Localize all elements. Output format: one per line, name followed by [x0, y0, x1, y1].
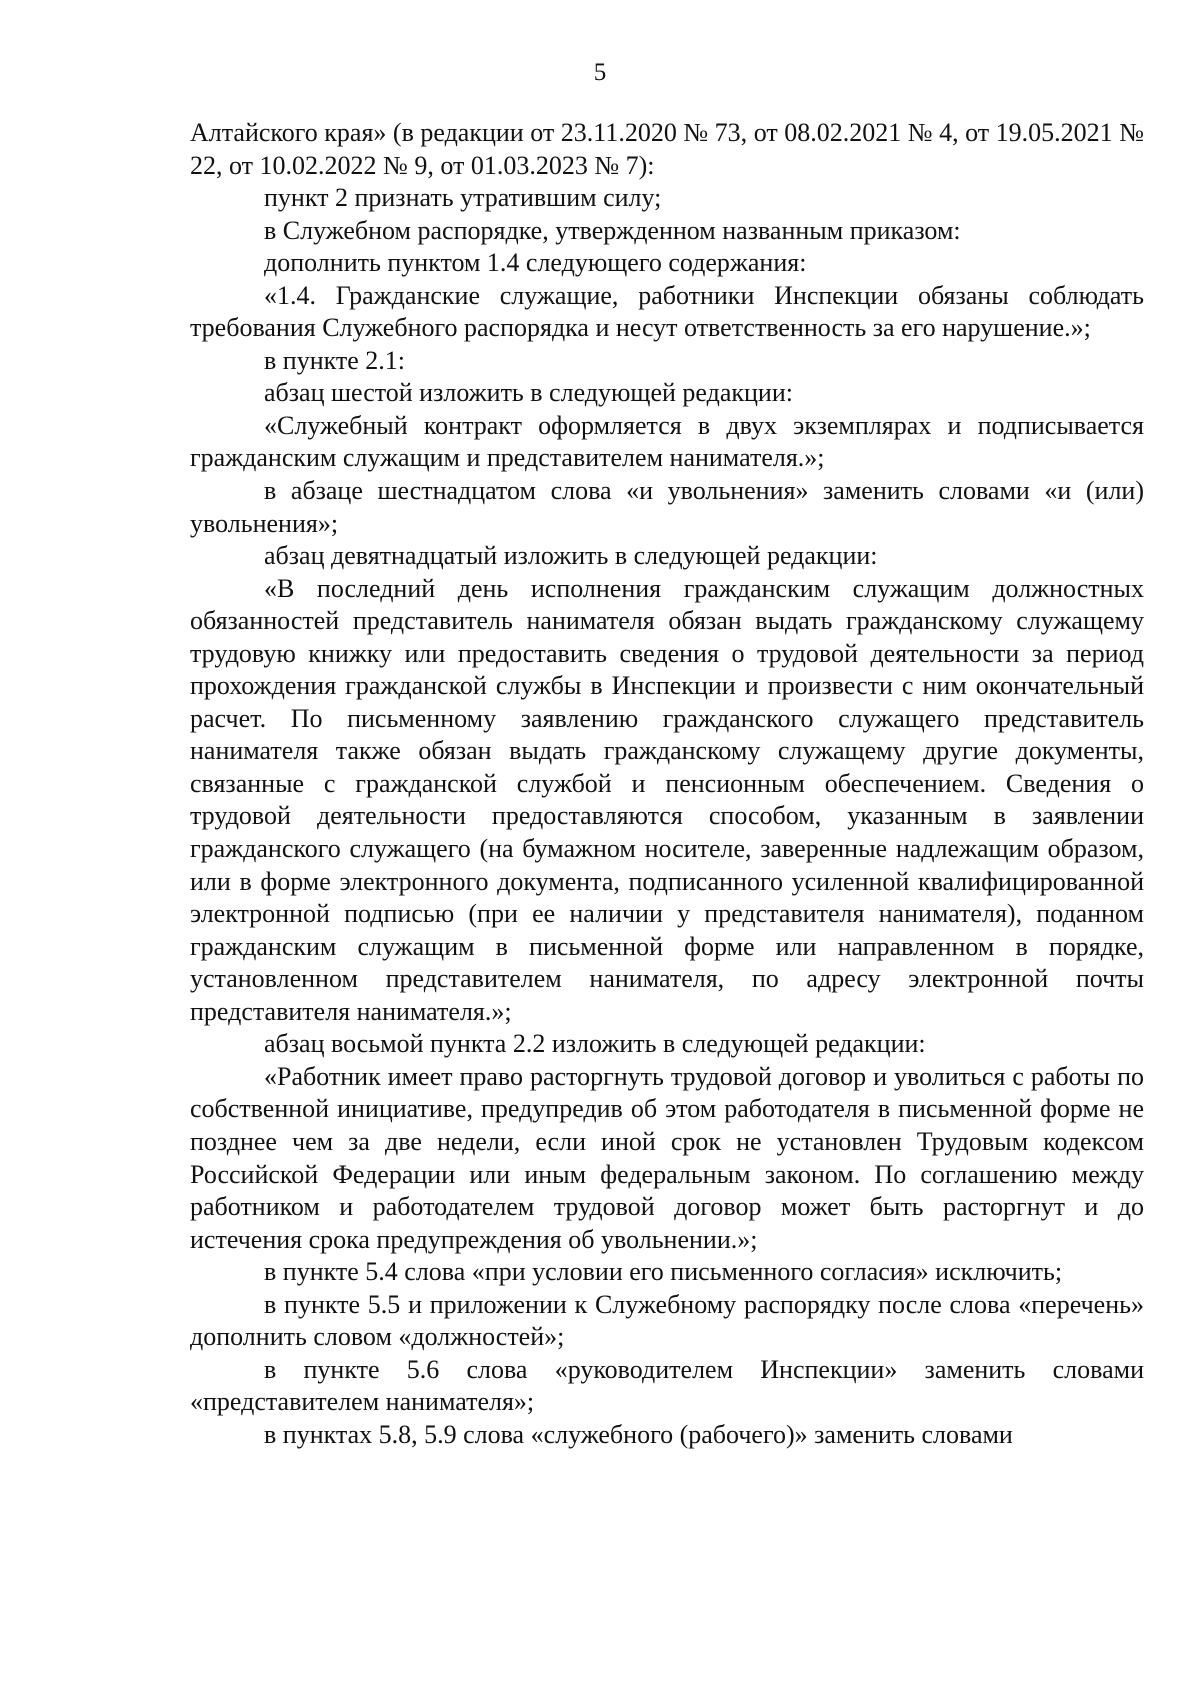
paragraph: в пункте 5.4 слова «при условии его письменного согласия» исключить;	[264, 1257, 1063, 1287]
paragraph: в пункте 5.5 и приложении к Служебному распорядку после слова «перечень» дополнить словом «должностей»;	[190, 1289, 1144, 1352]
paragraph: в пунктах 5.8, 5.9 слова «служебного (рабочего)» заменить словами	[264, 1419, 1013, 1449]
paragraph: Алтайского края» (в редакции от 23.11.2020 № 73, от 08.02.2021 № 4, от 19.05.2021 № 22, от 10.02.2022 № 9, от 01.03.2023 № 7):	[190, 118, 1144, 180]
paragraph: пункт 2 признать утратившим силу;	[264, 183, 662, 213]
document-body	[190, 117, 1144, 1451]
page-number: 5	[593, 59, 607, 86]
paragraph: в Служебном распорядке, утвержденном названным приказом:	[264, 215, 961, 245]
paragraph: в пункте 5.6 слова «руководителем Инспекции» заменить словами «представителем нанимателя»;	[190, 1354, 1144, 1417]
paragraph: «1.4. Гражданские служащие, работники Инспекции обязаны соблюдать требования Служебного распорядка и несут ответственность за его нарушение.»;	[190, 280, 1144, 343]
paragraph: абзац восьмой пункта 2.2 изложить в следующей редакции:	[264, 1029, 926, 1059]
paragraph: «Работник имеет право расторгнуть трудовой договор и уволиться с работы по собственной инициативе, предупредив об этом работодателя в письменной форме не позднее чем за две недели, если иной срок не установлен Трудовым кодексом Российской Федерации или иным федеральным законом. По соглашению между работником и работодателем трудовой договор может быть расторгнут и до истечения срока предупреждения об увольнении.»;	[190, 1061, 1144, 1254]
paragraph: абзац шестой изложить в следующей редакции:	[264, 378, 793, 408]
paragraph: в пункте 2.1:	[264, 345, 406, 375]
paragraph: «В последний день исполнения гражданским служащим должностных обязанностей представитель нанимателя обязан выдать гражданскому служащему трудовую книжку или предоставить сведения о трудовой деятельности за период прохождения гражданской службы в Инспекции и произвести с ним окончательный расчет. По письменному заявлению гражданского служащего представитель нанимателя также обязан выдать гражданскому служащему другие документы, связанные с гражданской службой и пенсионным обеспечением. Сведения о трудовой деятельности предоставляются способом, указанным в заявлении гражданского служащего (на бумажном носителе, заверенные надлежащим образом, или в форме электронного документа, подписанного усиленной квалифицированной электронной подписью (при ее наличии у представителя нанимателя), поданном гражданским служащим в письменной форме или направленном в порядке, установленном представителем нанимателя, по адресу электронной почты представителя нанимателя.»;	[190, 573, 1144, 1026]
paragraph: абзац девятнадцатый изложить в следующей редакции:	[264, 541, 878, 571]
paragraph: «Служебный контракт оформляется в двух экземплярах и подписывается гражданским служащим и представителем нанимателя.»;	[190, 410, 1144, 473]
paragraph: дополнить пунктом 1.4 следующего содержания:	[264, 248, 807, 278]
paragraph: в абзаце шестнадцатом слова «и увольнения» заменить словами «и (или) увольнения»;	[190, 476, 1144, 538]
